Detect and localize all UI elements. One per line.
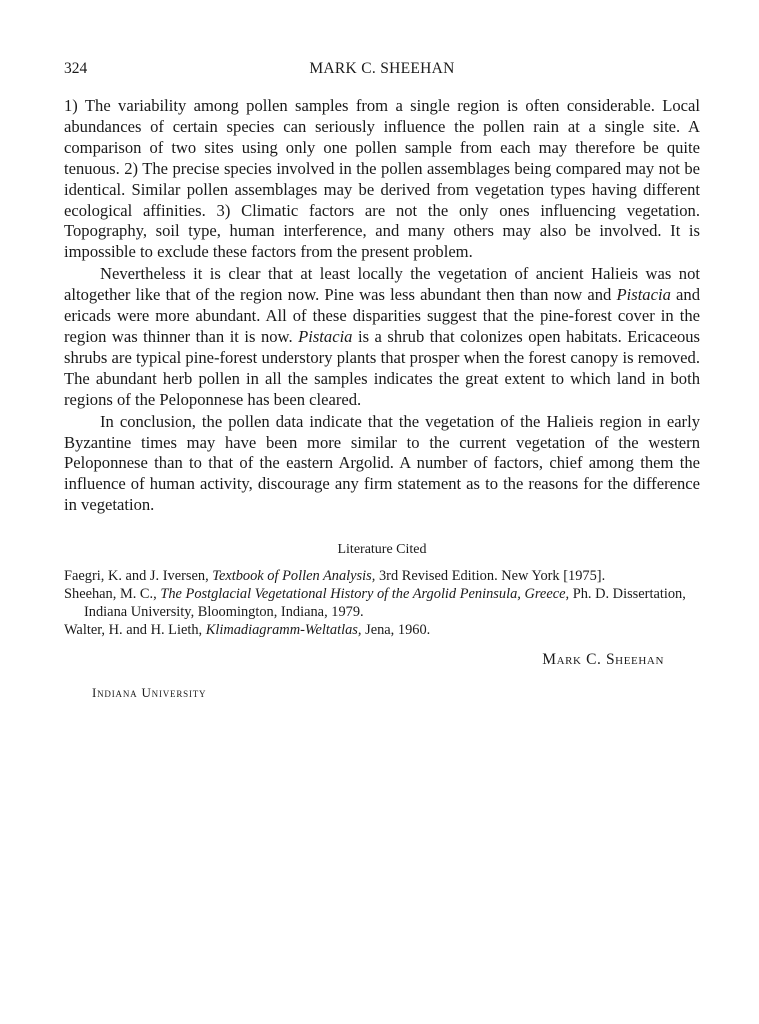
reference-title: Klimadiagramm-Weltatlas,	[205, 621, 362, 638]
reference-title: Textbook of Pollen Analysis,	[212, 568, 376, 585]
reference-item	[64, 586, 700, 622]
running-title: MARK C. SHEEHAN	[309, 60, 455, 77]
reference-title: The Postglacial Vegetational History of the Argolid Peninsula, Greece,	[160, 585, 570, 602]
literature-cited-heading: Literature Cited	[337, 542, 427, 558]
paragraph-2-text-c: is a shrub that colonizes open habitats. Ericaceous shrubs are typical pine-forest understory plants that prosper when the forest canopy is removed. The abundant herb pollen in all the samples indicates the great extent to which land in both regions of the Peloponnese has been cleared.	[64, 326, 701, 409]
paragraph-1: 1) The variability among pollen samples from a single region is often considerable. Local abundances of certain species can seriously influence the pollen rain at a single site. A comparison of two sites using only one pollen sample from each may therefore be quite tenuous. 2) The precise species involved in the pollen assemblages being compared may not be identical. Similar pollen assemblages may be derived from vegetation types having different ecological affinities. 3) Climatic factors are not the only ones influencing vegetation. Topography, soil type, human interference, and many others may also be involved. It is impossible to exclude these factors from the present problem.	[64, 96, 700, 262]
paragraph-2	[64, 264, 700, 410]
page-number: 324	[64, 60, 88, 77]
reference-details: Ph. D. Dissertation, Indiana University, Bloomington, Indiana, 1979.	[84, 585, 686, 620]
reference-details: 3rd Revised Edition. New York [1975].	[375, 568, 606, 585]
reference-authors: Faegri, K. and J. Iversen,	[64, 568, 213, 585]
page	[64, 60, 700, 711]
reference-authors: Walter, H. and H. Lieth,	[64, 621, 206, 638]
italic-pistacia: Pistacia	[298, 326, 353, 346]
signature-block	[64, 651, 700, 711]
author-name: Mark C. Sheehan	[542, 651, 664, 669]
italic-pistacia: Pistacia	[616, 285, 671, 305]
reference-item	[64, 568, 700, 586]
affiliation: Indiana University	[92, 685, 207, 701]
running-header	[64, 60, 700, 82]
reference-details: Jena, 1960.	[361, 621, 431, 638]
reference-item	[64, 622, 700, 640]
reference-authors: Sheehan, M. C.,	[64, 585, 161, 602]
article-body	[64, 96, 700, 516]
paragraph-3: In conclusion, the pollen data indicate that the vegetation of the Halieis region in early Byzantine times may have been more similar to the current vegetation of the western Peloponnese than to that of the eastern Argolid. A number of factors, chief among them the influence of human activity, discourage any firm statement as to the reasons for the difference in vegetation.	[64, 411, 700, 515]
paragraph-2-text-a: Nevertheless it is clear that at least locally the vegetation of ancient Halieis was not altogether like that of the region now. Pine was less abundant then than now and	[64, 264, 700, 305]
reference-list	[64, 568, 700, 639]
paragraph-2-text-b: and ericads were more abundant. All of these disparities suggest that the pine-forest cover in the region was thinner than it is now.	[64, 285, 701, 346]
